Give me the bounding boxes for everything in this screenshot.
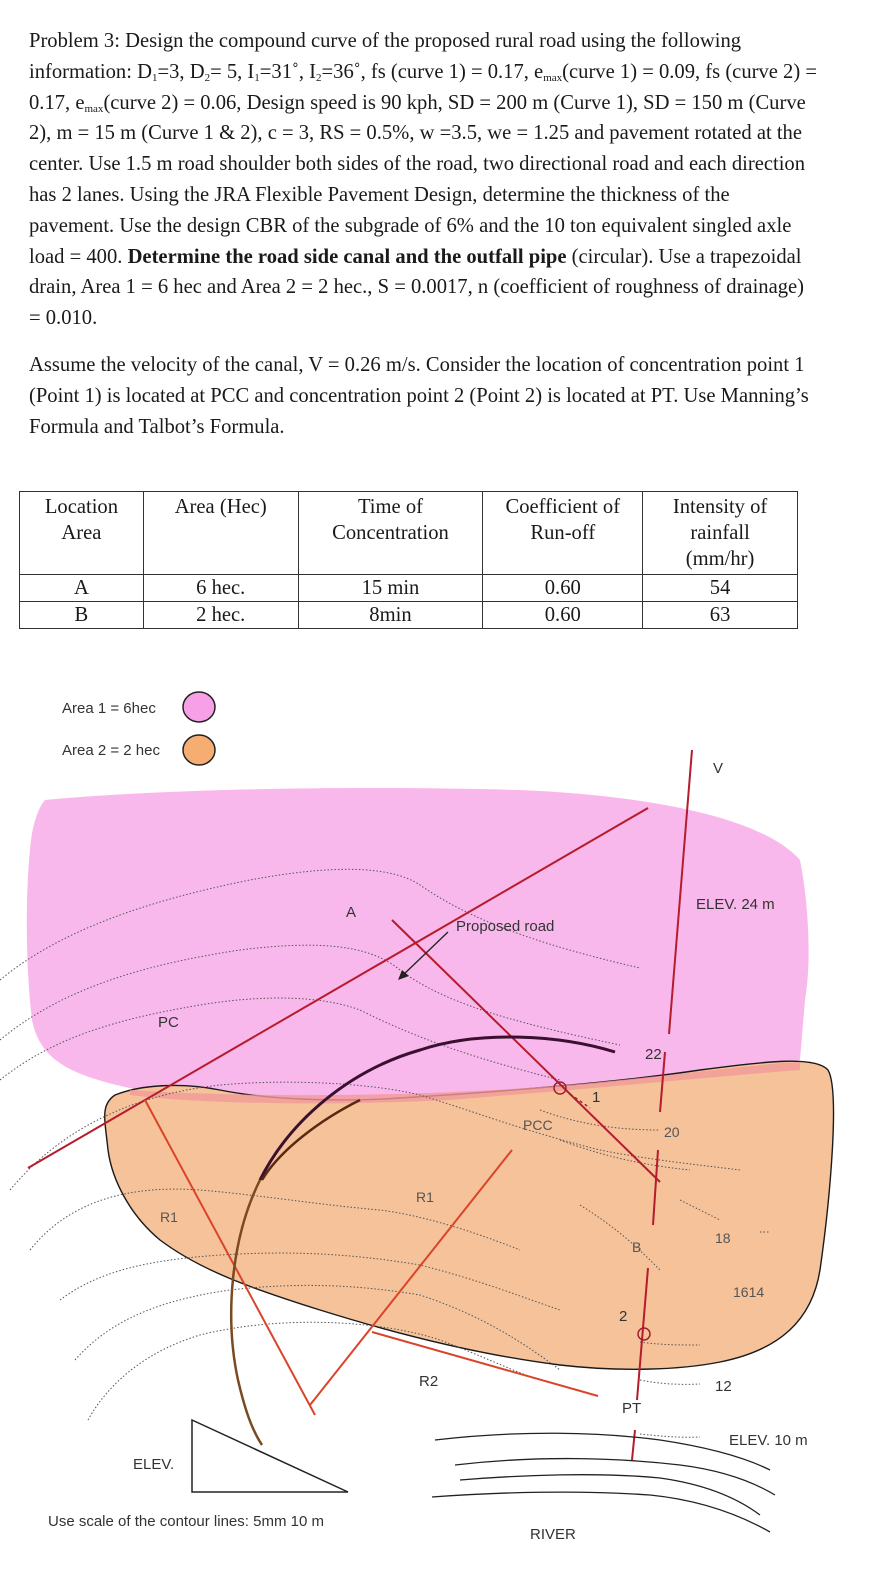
header-area: Area (Hec) (143, 492, 298, 575)
table-cell: 0.60 (483, 602, 643, 629)
table-cell: 15 min (298, 575, 483, 602)
legend-area1-label: Area 1 = 6hec (62, 700, 156, 717)
table-cell: B (20, 602, 144, 629)
label-r1-right: R1 (416, 1189, 434, 1205)
label-elev-10: ELEV. 10 m (729, 1432, 808, 1449)
table-cell: 0.60 (483, 575, 643, 602)
label-v: V (713, 760, 724, 777)
header-time-of-concentration: Time of Concentration (298, 492, 483, 575)
label-point-1: 1 (592, 1089, 601, 1106)
table-row (20, 602, 798, 629)
problem-paragraph-2: Assume the velocity of the canal, V = 0.26 m/s. Consider the location of concentration point 1 (Point 1) is located at PCC and concentration point 2 (Point 2) is located at PT. Use Manning’s Formula and Talbot’s Formula. (29, 353, 809, 438)
table-row (20, 575, 798, 602)
site-plan-map (0, 640, 894, 1569)
table-cell: 54 (643, 575, 798, 602)
table-cell: 2 hec. (143, 602, 298, 629)
label-point-2: 2 (619, 1308, 628, 1325)
header-location-area: Location Area (20, 492, 144, 575)
label-pc: PC (158, 1014, 179, 1031)
area-2-region (105, 1061, 834, 1369)
header-coefficient-of-runoff: Coefficient of Run-off (483, 492, 643, 575)
header-intensity-of-rainfall: Intensity of rainfall (mm/hr) (643, 492, 798, 575)
label-river: RIVER (530, 1526, 576, 1543)
river-lines (432, 1433, 775, 1532)
label-pt: PT (622, 1400, 642, 1417)
label-r2: R2 (419, 1373, 439, 1390)
table-cell: A (20, 575, 144, 602)
table-cell: 63 (643, 602, 798, 629)
label-b: B (632, 1239, 642, 1255)
table-cell: 6 hec. (143, 575, 298, 602)
label-contour-12: 12 (715, 1378, 732, 1395)
label-pcc: PCC (523, 1117, 553, 1133)
label-proposed-road: Proposed road (456, 918, 555, 935)
problem-statement (29, 26, 819, 442)
problem-paragraph-1: Problem 3: Design the compound curve of the proposed rural road using the following information: $D_1=3$, $D_2= 5$, $I_1=31˚$, $I_2=36˚$, fs (curve 1) = 0.17, $e_{max}(curve$ 1) = 0.09, fs (curve 2) = 0.17, $e_{max}(curve$ 2) = 0.06, Design speed is 90 kph, SD = 200 m (Curve 1), SD = 150 m (Curve 2), m = 15 m (Curve 1 & 2), c = 3, RS = 0.5%, w =3.5, we = 1.25 and pavement rotated at the center. Use 1.5 m road shoulder both sides of the road, two directional road and each direction has 2 lanes. Using the JRA Flexible Pavement Design, determine the thickness of the pavement. Use the design CBR of the subgrade of 6% and the 10 ton equivalent singled axle load = 400. Determine the road side canal and the outfall pipe (circular). Use a trapezoidal drain, Area 1 = 6 hec and Area 2 = 2 hec., S = 0.0017, n (coefficient of roughness of drainage) = 0.010. (29, 30, 817, 330)
label-elev: ELEV. (133, 1456, 175, 1473)
legend-area2-swatch (183, 735, 215, 765)
rainfall-table (19, 491, 798, 629)
legend-area2-label: Area 2 = 2 hec (62, 742, 160, 759)
label-scale: Use scale of the contour lines: 5mm 10 m (48, 1513, 324, 1530)
scale-triangle (192, 1420, 348, 1492)
bold-instruction: Determine the road side canal and the outfall pipe (127, 245, 567, 268)
label-contour-20: 20 (664, 1124, 680, 1140)
legend-area1-swatch (183, 692, 215, 722)
label-r1-left: R1 (160, 1209, 178, 1225)
table-cell: 8min (298, 602, 483, 629)
label-contour-18: 18 (715, 1230, 731, 1246)
label-contour-22: 22 (645, 1046, 662, 1063)
label-a: A (346, 904, 357, 921)
label-elev-24: ELEV. 24 m (696, 896, 775, 913)
label-contour-14: 1614 (733, 1284, 765, 1300)
table-header-row (20, 492, 798, 575)
